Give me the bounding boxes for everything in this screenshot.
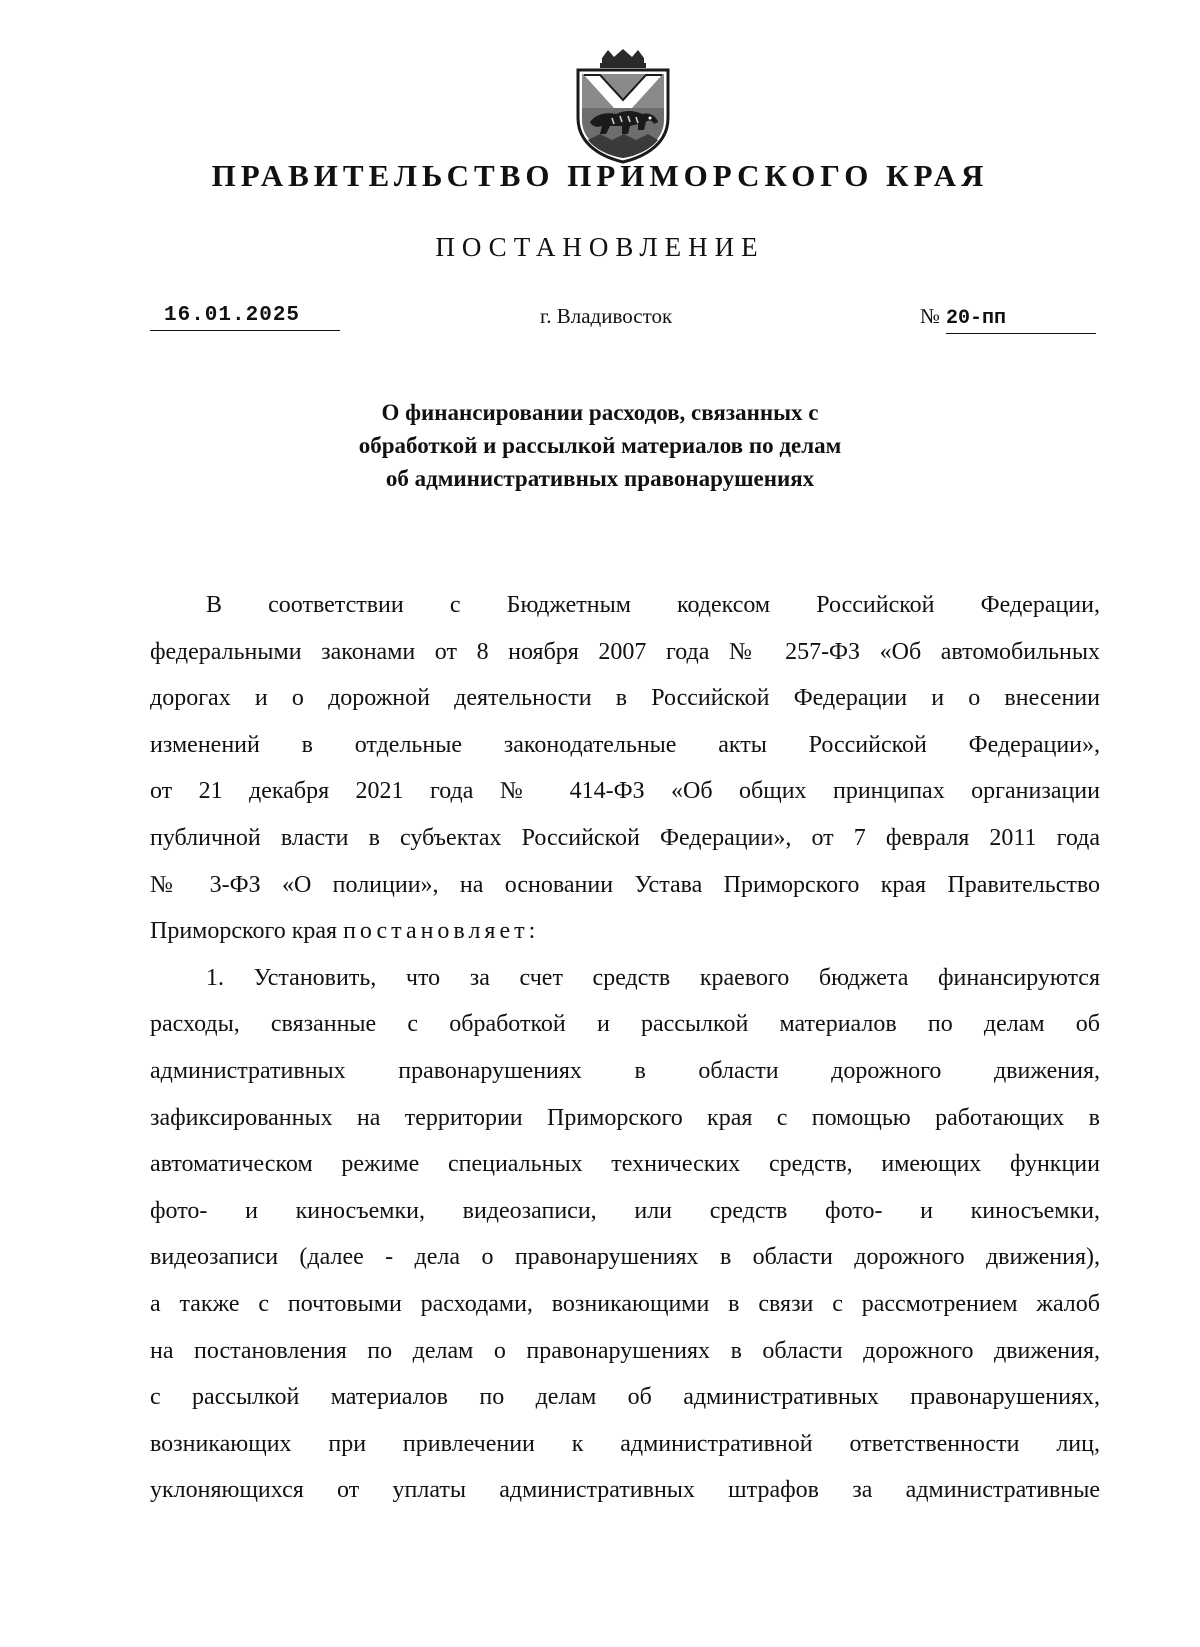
document-meta [150, 302, 1100, 336]
text-line: федеральными законами от 8 ноября 2007 года № 257-ФЗ «Об автомобильных [150, 638, 1100, 665]
subject-line: О финансировании расходов, связанных с [381, 400, 819, 425]
text-line: дорогах и о дорожной деятельности в Российской Федерации и о внесении [150, 685, 1100, 712]
document-number [920, 302, 1100, 334]
subject-line: об административных правонарушениях [385, 466, 815, 491]
government-title: ПРАВИТЕЛЬСТВО ПРИМОРСКОГО КРАЯ [211, 158, 989, 193]
number-value: 20-пп [946, 305, 1096, 334]
document-subject [0, 396, 1200, 495]
text-line: от 21 декабря 2021 года № 414-ФЗ «Об общих принципах организации [150, 778, 1100, 805]
text-line: административных правонарушениях в области дорожного движения, [150, 1057, 1100, 1084]
text-line: а также с почтовыми расходами, возникающими в связи с рассмотрением жалоб [150, 1290, 1100, 1317]
document-type: ПОСТАНОВЛЕНИЕ [435, 232, 765, 262]
resolution-word: постановляет: [343, 918, 540, 945]
text-line: № 3-ФЗ «О полиции», на основании Устава Приморского края Правительство [150, 871, 1100, 898]
text-line: зафиксированных на территории Приморского края с помощью работающих в [150, 1104, 1100, 1131]
text-line: расходы, связанные с обработкой и рассылкой материалов по делам об [150, 1011, 1100, 1038]
text-line: видеозаписи (далее - дела о правонарушениях в области дорожного движения), [150, 1244, 1100, 1271]
text-line: возникающих при привлечении к административной ответственности лиц, [150, 1430, 1100, 1457]
text-fragment: Приморского края [150, 918, 344, 945]
subject-line: обработкой и рассылкой материалов по делам [358, 433, 842, 458]
preamble-paragraph [150, 582, 1100, 955]
text-line: 1. Установить, что за счет средств краевого бюджета финансируются [206, 964, 1100, 991]
text-line: с рассылкой материалов по делам об административных правонарушениях, [150, 1384, 1100, 1411]
coat-of-arms-icon [572, 48, 674, 164]
text-line: фото- и киносъемки, видеозаписи, или средств фото- и киносъемки, [150, 1197, 1100, 1224]
text-line: публичной власти в субъектах Российской Федерации», от 7 февраля 2011 года [150, 824, 1100, 851]
text-line: уклоняющихся от уплаты административных штрафов за административные [150, 1477, 1100, 1504]
text-line: В соответствии с Бюджетным кодексом Российской Федерации, [206, 592, 1100, 618]
item-1-paragraph [150, 955, 1100, 1514]
number-sign: № [920, 304, 941, 328]
document-date: 16.01.2025 [150, 302, 340, 331]
document-city: г. Владивосток [540, 304, 673, 328]
text-line [150, 908, 1100, 955]
text-line: автоматическом режиме специальных технических средств, имеющих функции [150, 1151, 1100, 1178]
text-line: изменений в отдельные законодательные акты Российской Федерации», [150, 731, 1100, 758]
document-body [150, 582, 1100, 1514]
text-line: на постановления по делам о правонарушениях в области дорожного движения, [150, 1337, 1100, 1364]
